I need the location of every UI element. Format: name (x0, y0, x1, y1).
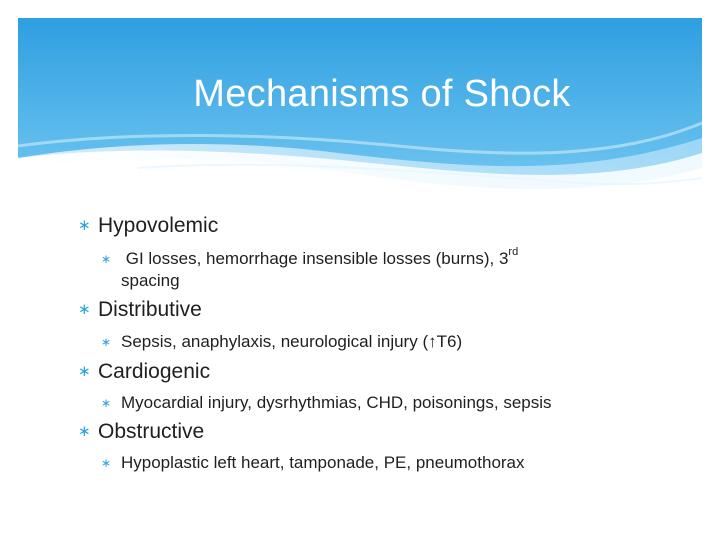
bullet-obstructive (78, 420, 204, 444)
sub-bullet-text: Sepsis, anaphylaxis, neurological injury (↑T6) (121, 332, 463, 351)
slide-title: Mechanisms of Shock (193, 73, 571, 115)
asterisk-bullet-icon: ∗ (78, 217, 91, 234)
bullet-distributive (78, 298, 202, 322)
sub-bullet-text: Hypoplastic left heart, tamponade, PE, pneumothorax (121, 453, 525, 472)
bullet-label: Obstructive (98, 420, 205, 443)
sub-bullet-hypovolemic (101, 246, 519, 269)
sub-bullet-obstructive (101, 453, 525, 473)
asterisk-bullet-icon: ∗ (78, 423, 91, 440)
asterisk-bullet-icon: ∗ (101, 335, 112, 349)
asterisk-bullet-icon: ∗ (101, 396, 112, 410)
bullet-cardiogenic (78, 360, 210, 384)
sub-bullet-text: Myocardial injury, dysrhythmias, CHD, poisonings, sepsis (121, 393, 552, 412)
asterisk-bullet-icon: ∗ (101, 456, 112, 470)
asterisk-bullet-icon: ∗ (78, 301, 91, 318)
superscript-rd: rd (508, 246, 519, 258)
bullet-label: Cardiogenic (98, 360, 211, 383)
bullet-hypovolemic (78, 214, 218, 238)
sub-bullet-continuation: spacing (121, 271, 180, 290)
asterisk-bullet-icon: ∗ (101, 252, 112, 266)
sub-bullet-distributive (101, 332, 462, 352)
bullet-label: Distributive (98, 298, 202, 321)
sub-bullet-cardiogenic (101, 393, 552, 413)
asterisk-bullet-icon: ∗ (78, 363, 91, 380)
bullet-label: Hypovolemic (98, 214, 219, 237)
sub-bullet-text: GI losses, hemorrhage insensible losses (burns), 3 (121, 249, 509, 268)
